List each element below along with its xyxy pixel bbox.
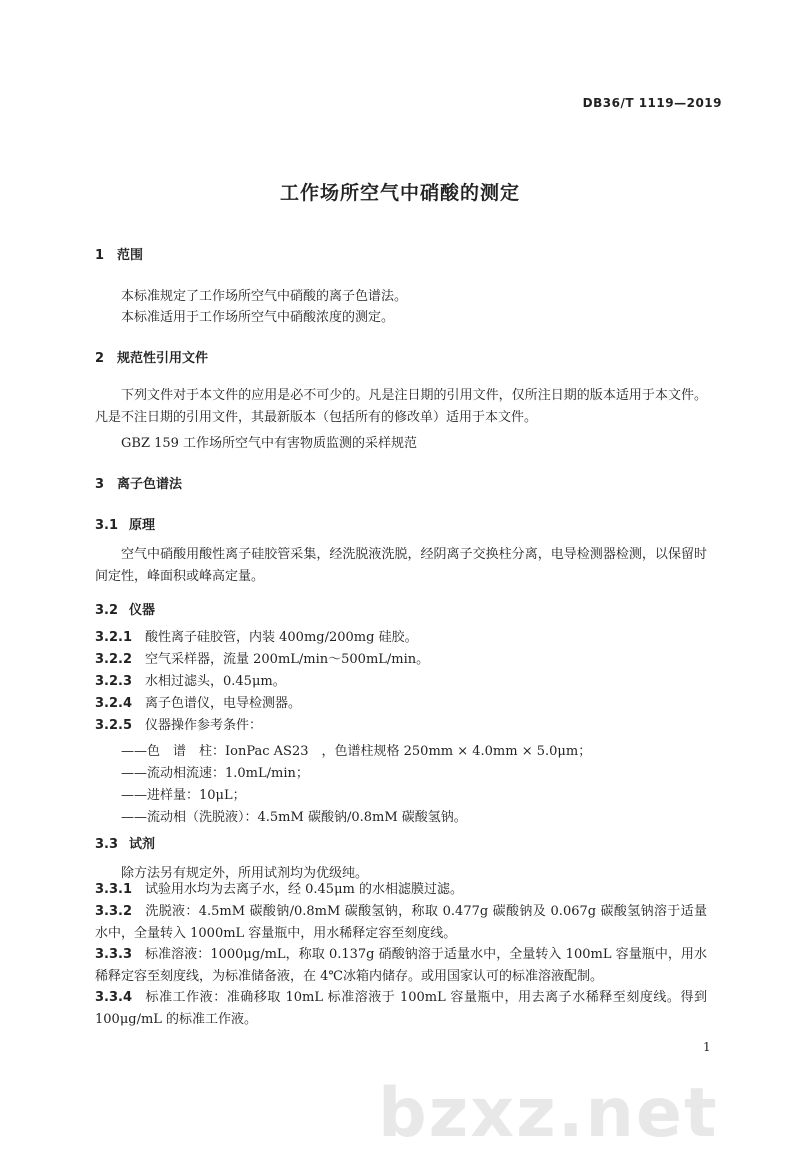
condition-injection-volume: ——进样量：10μL； [121,788,246,803]
clause-3-3-1 [95,879,707,901]
clause-text: 洗脱液：4.5mM 碳酸钠/0.8mM 碳酸氢钠，称取 0.477g 碳酸钠及 0.067g 碳酸氢钠溶于适量水中，全量转入 1000mL 容量瓶中，用水稀释定容至刻度线。 [95,904,707,941]
section-1-paragraph-2: 本标准适用于工作场所空气中硝酸浓度的测定。 [121,310,395,325]
section-number: 3 [95,477,105,492]
section-1-heading [95,244,143,263]
clause-number: 3.2.2 [95,652,133,667]
clause-number: 3.2.1 [95,630,133,645]
clause-number: 3.3.1 [95,882,133,897]
clause-number: 3.3.2 [95,904,133,919]
section-3-1-paragraph: 空气中硝酸用酸性离子硅胶管采集，经洗脱液洗脱，经阴离子交换柱分离，电导检测器检测，以保留时间定性，峰面积或峰高定量。 [95,547,707,584]
clause-number: 3.2.5 [95,718,133,733]
section-title: 范围 [117,248,144,263]
document-code: DB36/T 1119—2019 [582,96,722,110]
section-3-2-heading [95,599,155,618]
section-number: 1 [95,248,105,263]
clause-text: 标准溶液：1000μg/mL，称取 0.137g 硝酸钠溶于适量水中，全量转入 100mL 容量瓶中，用水稀释定容至刻度线，为标准储备液，在 4℃冰箱内储存。或用国家认可的标准溶液配制。 [95,947,707,984]
clause-3-2-3 [95,671,707,693]
clause-3-2-1 [95,627,707,649]
clause-3-3-3 [95,944,707,988]
clause-3-3-4 [95,987,707,1031]
clause-text: 水相过滤头，0.45μm。 [145,674,286,689]
clause-number: 3.3.3 [95,947,133,962]
condition-column: ——色 谱 柱：IonPac AS23 ，色谱柱规格 250mm × 4.0mm × 5.0μm； [121,744,592,759]
clause-3-2-4 [95,693,707,715]
document-title: 工作场所空气中硝酸的测定 [279,182,520,204]
clause-text: 试验用水均为去离子水，经 0.45μm 的水相滤膜过滤。 [145,882,463,897]
section-2-paragraph: 下列文件对于本文件的应用是必不可少的。凡是注日期的引用文件，仅所注日期的版本适用于本文件。凡是不注日期的引用文件，其最新版本（包括所有的修改单）适用于本文件。 [95,388,707,425]
condition-mobile-phase: ——流动相（洗脱液）：4.5mM 碳酸钠/0.8mM 碳酸氢钠。 [121,810,467,825]
section-2-heading [95,347,208,366]
normative-reference: GBZ 159 工作场所空气中有害物质监测的采样规范 [121,436,418,451]
section-title: 试剂 [129,837,156,852]
condition-flow-rate: ——流动相流速：1.0mL/min； [121,766,309,781]
section-title: 离子色谱法 [117,477,183,492]
section-3-1-heading [95,514,155,533]
clause-3-2-2 [95,649,707,671]
section-number: 3.2 [95,603,119,618]
clause-text: 空气采样器，流量 200mL/min～500mL/min。 [145,652,430,667]
page-number: 1 [703,1040,711,1054]
section-number: 2 [95,351,105,366]
clause-3-2-5 [95,715,707,737]
section-number: 3.3 [95,837,119,852]
section-title: 规范性引用文件 [117,351,209,366]
clause-number: 3.2.4 [95,696,133,711]
clause-number: 3.2.3 [95,674,133,689]
watermark: bzxz.net [378,1074,719,1153]
section-3-3-heading [95,833,155,852]
clause-text: 酸性离子硅胶管，内装 400mg/200mg 硅胶。 [145,630,418,645]
section-number: 3.1 [95,518,119,533]
clause-text: 仪器操作参考条件： [145,718,263,733]
clause-text: 标准工作液：准确移取 10mL 标准溶液于 100mL 容量瓶中，用去离子水稀释至刻度线。得到 100μg/mL 的标准工作液。 [95,990,707,1027]
section-1-paragraph-1: 本标准规定了工作场所空气中硝酸的离子色谱法。 [121,289,408,304]
section-3-3-intro: 除方法另有规定外，所用试剂均为优级纯。 [121,866,369,881]
clause-3-3-2 [95,901,707,945]
section-3-heading [95,473,182,492]
clause-number: 3.3.4 [95,990,133,1005]
clause-text: 离子色谱仪，电导检测器。 [145,696,302,711]
section-title: 原理 [129,518,156,533]
section-title: 仪器 [129,603,156,618]
